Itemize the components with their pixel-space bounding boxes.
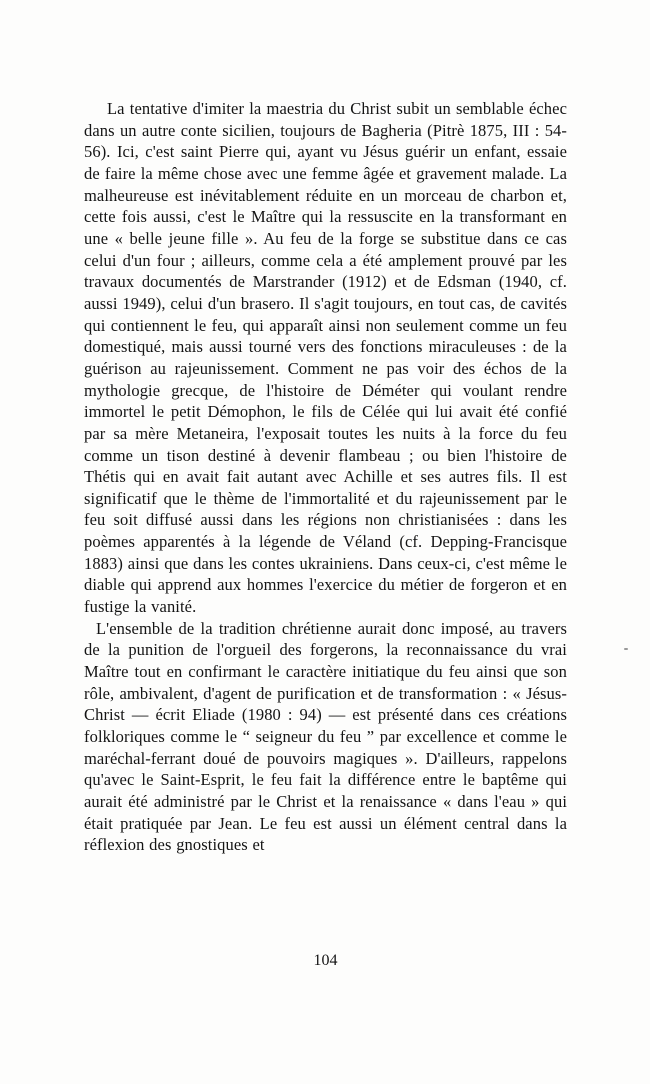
scan-speck bbox=[624, 648, 628, 650]
paragraph-2: L'ensemble de la tradition chrétienne aurait donc imposé, au travers de la punition de l'orgueil des forgerons, la reconnaissance du vrai Maître tout en confirmant le caractère initiatique du feu ainsi que son rôle, ambivalent, d'agent de purification et de transformation : « Jésus-Christ — écrit Eliade (1980 : 94) — est présenté dans ces créations folkloriques comme le “ seigneur du feu ” par excellence et comme le maréchal-ferrant doué de pouvoirs magiques ». D'ailleurs, rappelons qu'avec le Saint-Esprit, le feu fait la différence entre le baptême qui aurait été administré par le Christ et la renaissance « dans l'eau » qui était pratiquée par Jean. Le feu est aussi un élément central dans la réflexion des gnostiques et bbox=[84, 618, 567, 855]
paragraph-1: La tentative d'imiter la maestria du Christ subit un semblable échec dans un autre conte sicilien, toujours de Bagheria (Pitrè 1875, III : 54-56). Ici, c'est saint Pierre qui, ayant vu Jésus guérir un enfant, essaie de faire la même chose avec une femme âgée et gravement malade. La malheureuse est inévitablement réduite en un morceau de charbon et, cette fois aussi, c'est le Maître qui la ressuscite en la transformant en une « belle jeune fille ». Au feu de la forge se substitue dans ce cas celui d'un four ; ailleurs, comme cela a été amplement prouvé par les travaux documentés de Marstrander (1912) et de Edsman (1940, cf. aussi 1949), celui d'un brasero. Il s'agit toujours, en tout cas, de cavités qui contiennent le feu, qui apparaît ainsi non seulement comme un feu domestiqué, mais aussi tourné vers des fonctions miraculeuses : de la guérison au rajeunissement. Comment ne pas voir des échos de la mythologie grecque, de l'histoire de Déméter qui voulant rendre immortel le petit Démophon, le fils de Célée qui lui avait été confié par sa mère Metaneira, l'exposait toutes les nuits à la force du feu comme un tison destiné à devenir flambeau ; ou bien l'histoire de Thétis qui en avait fait autant avec Achille et ses autres fils. Il est significatif que le thème de l'immortalité et du rajeunissement par le feu soit diffusé aussi dans les régions non christianisées : dans les poèmes apparentés à la légende de Véland (cf. Depping-Francisque 1883) ainsi que dans les contes ukrainiens. Dans ceux-ci, c'est même le diable qui apprend aux hommes l'exercice du métier de forgeron et en fustige la vanité. bbox=[84, 99, 567, 617]
page-text-block bbox=[84, 98, 567, 856]
page-number: 104 bbox=[313, 952, 338, 969]
